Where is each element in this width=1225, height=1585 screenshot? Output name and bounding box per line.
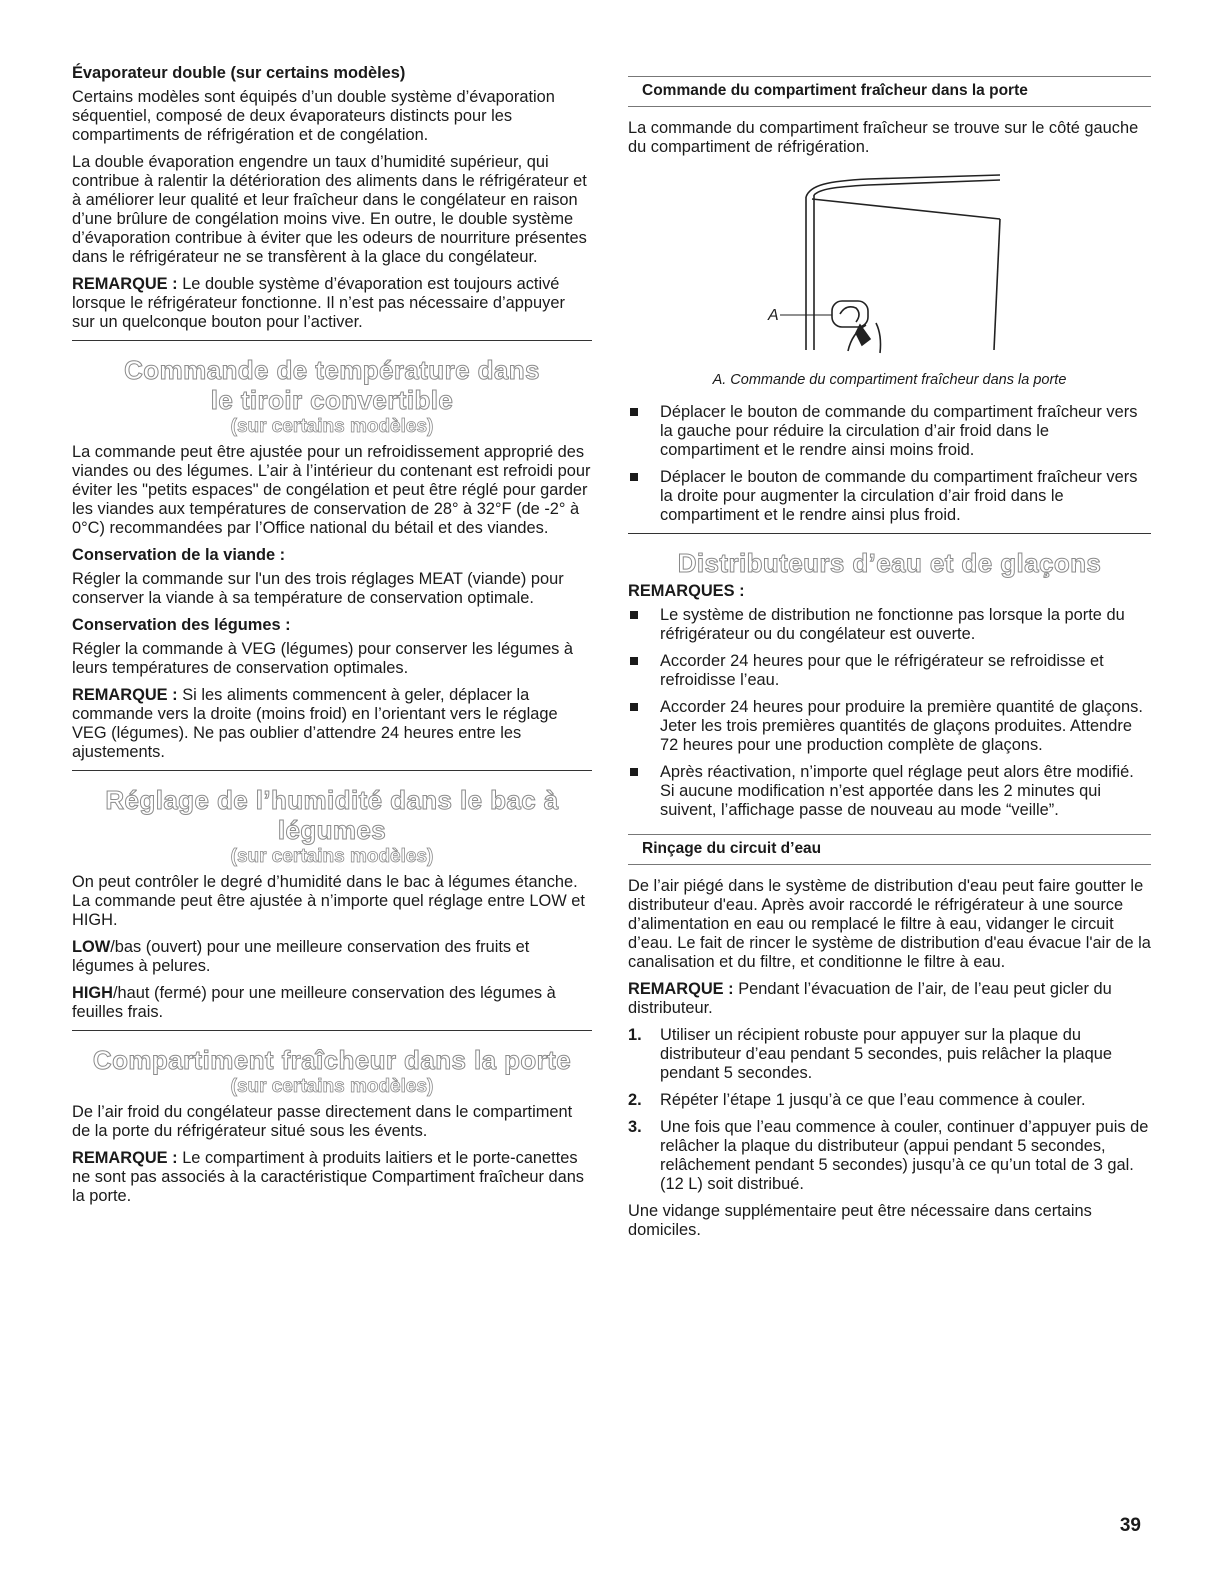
control-bullet-list (628, 403, 1151, 525)
note-label: REMARQUE : (72, 686, 178, 704)
section-title-line-2: légumes (277, 815, 387, 845)
door-compartment-paragraph: De l’air froid du congélateur passe directement dans le compartiment de la porte du réfrigérateur situé sous les évents. (72, 1103, 573, 1140)
additional-flush-paragraph: Une vidange supplémentaire peut être nécessaire dans certains domiciles. (628, 1202, 1092, 1239)
section-title: Compartiment fraîcheur dans la porte (92, 1045, 572, 1075)
list-item: Déplacer le bouton de commande du compartiment fraîcheur vers la droite pour augmenter la circulation d’air froid dans le compartiment et le rendre ainsi plus froid. (628, 468, 1151, 525)
remarques-heading: REMARQUES : (628, 582, 745, 600)
evaporator-heading: Évaporateur double (sur certains modèles) (72, 64, 406, 82)
note-text: Le compartiment à produits laitiers et le porte-canettes ne sont pas associés à la caractéristique Compartiment fraîcheur dans la porte. (72, 1149, 585, 1205)
remarques-list (628, 606, 1151, 820)
section-subtitle: (sur certains modèles) (230, 1076, 434, 1097)
box-heading: Commande du compartiment fraîcheur dans la porte (628, 76, 1151, 107)
rinse-paragraph: De l’air piégé dans le système de distribution d'eau peut faire goutter le distributeur d'eau. Après avoir raccordé le réfrigérateur à une source d’alimentation en eau ou remplacé le filtre à eau, vidanger le circuit d’eau. Le fait de rincer le système de distribution d'eau évacue l'air de la canalisation et du filtre, et conditionne le filtre à eau. (628, 877, 1151, 971)
low-setting-paragraph (72, 938, 592, 976)
list-item: Accorder 24 heures pour produire la première quantité de glaçons. Jeter les trois premières quantités de glaçons produites. Attendre 72 heures pour une production complète de glaçons. (628, 698, 1151, 755)
section-title-line-2: le tiroir convertible (210, 385, 454, 415)
step-number: 3. (628, 1118, 642, 1136)
section-subtitle: (sur certains modèles) (230, 416, 434, 437)
list-item: Accorder 24 heures pour que le réfrigérateur se refroidisse et refroidisse l’eau. (628, 652, 1151, 690)
section-subtitle: (sur certains modèles) (230, 846, 434, 867)
page-number: 39 (1119, 1515, 1141, 1536)
evaporator-paragraph-1: Certains modèles sont équipés d’un double système d’évaporation séquentiel, composé de deux évaporateurs distincts pour les compartiments de réfrigération et de congélation. (72, 88, 555, 144)
note-label: REMARQUE : (628, 980, 734, 998)
step-number: 2. (628, 1091, 642, 1109)
right-column (628, 76, 1151, 1248)
step-item: 1. Utiliser un récipient robuste pour appuyer sur la plaque du distributeur d’eau pendant 5 secondes, puis relâcher la plaque pendant 5 secondes. (628, 1026, 1112, 1082)
humidity-paragraph: On peut contrôler le degré d’humidité dans le bac à légumes étanche. La commande peut être ajustée à n’importe quel réglage entre LOW et HIGH. (72, 873, 585, 929)
step-item: 3. Une fois que l’eau commence à couler, continuer d’appuyer puis de relâcher la plaque du distributeur (appui pendant 5 secondes, relâchement pendant 5 secondes) jusqu’à ce qu’un total de 3 gal. (12 L) soit distribué. (628, 1118, 1149, 1193)
high-label: HIGH (72, 984, 113, 1002)
note-text: Si les aliments commencent à geler, déplacer la commande vers la droite (moins froid) en l’orientant vers le réglage VEG (légumes). Ne pas oublier d’attendre 24 heures entre les ajustements. (72, 686, 558, 761)
rinse-steps (628, 1026, 1151, 1194)
evaporator-paragraph-2: La double évaporation engendre un taux d’humidité supérieur, qui contribue à ralentir la détérioration des aliments dans le réfrigérateur et à améliorer leur qualité et leur fraîcheur dans le congélateur en raison d’une brûlure de congélation moins vive. En outre, le double système d’évaporation contribue à éviter que les odeurs de nourriture présentes dans le réfrigérateur ne se transfèrent à la glace du congélateur. (72, 153, 587, 266)
square-bullet-icon (630, 768, 638, 776)
note-label: REMARQUE : (72, 1149, 178, 1167)
section-title: Distributeurs d’eau et de glaçons (677, 548, 1102, 578)
list-item: Après réactivation, n’importe quel réglage peut alors être modifié. Si aucune modification n’est apportée dans les 2 minutes qui suivent, l’affichage passe de nouveau au mode “veille”. (628, 763, 1151, 820)
high-text: /haut (fermé) pour une meilleure conservation des légumes à feuilles frais. (72, 984, 556, 1021)
figure-label-a: A (768, 307, 779, 324)
convertible-drawer-note (72, 686, 592, 762)
step-item: 2. Répéter l’étape 1 jusqu’à ce que l’eau commence à couler. (628, 1091, 1086, 1109)
door-compartment-note (72, 1149, 592, 1206)
high-setting-paragraph (72, 984, 592, 1022)
note-text: Le double système d’évaporation est toujours activé lorsque le réfrigérateur fonctionne. Il n’est pas nécessaire d’appuyer sur un quelconque bouton pour l’activer. (72, 275, 565, 331)
low-text: /bas (ouvert) pour une meilleure conservation des fruits et légumes à pelures. (72, 938, 530, 975)
low-label: LOW (72, 938, 111, 956)
square-bullet-icon (630, 473, 638, 481)
vegetable-paragraph: Régler la commande à VEG (légumes) pour conserver les légumes à leurs températures de conservation optimales. (72, 640, 574, 677)
section-title-line-1: Réglage de l’humidité dans le bac à (105, 785, 559, 815)
meat-paragraph: Régler la commande sur l'un des trois réglages MEAT (viande) pour conserver la viande à sa température de conservation optimale. (72, 570, 564, 607)
note-text: Pendant l’évacuation de l’air, de l’eau peut gicler du distributeur. (628, 980, 1112, 1017)
rinse-note (628, 980, 1151, 1018)
square-bullet-icon (630, 657, 638, 665)
meat-heading: Conservation de la viande : (72, 546, 286, 564)
box-heading: Rinçage du circuit d’eau (628, 834, 1151, 865)
list-item: Déplacer le bouton de commande du compartiment fraîcheur vers la gauche pour réduire la circulation d’air froid dans le compartiment et le rendre ainsi moins froid. (628, 403, 1151, 460)
square-bullet-icon (630, 703, 638, 711)
control-location-paragraph: La commande du compartiment fraîcheur se trouve sur le côté gauche du compartiment de réfrigération. (628, 119, 1139, 156)
section-title-line-1: Commande de température dans (124, 355, 540, 385)
step-number: 1. (628, 1026, 642, 1044)
square-bullet-icon (630, 408, 638, 416)
list-item: Le système de distribution ne fonctionne pas lorsque la porte du réfrigérateur ou du congélateur est ouverte. (628, 606, 1151, 644)
square-bullet-icon (630, 611, 638, 619)
figure-caption: A. Commande du compartiment fraîcheur dans la porte (712, 372, 1067, 388)
refrigerator-compartment-illustration (628, 165, 1151, 365)
evaporator-note (72, 275, 592, 332)
left-column (72, 64, 592, 1214)
vegetable-heading: Conservation des légumes : (72, 616, 291, 634)
door-compartment-figure (628, 165, 1151, 365)
note-label: REMARQUE : (72, 275, 178, 293)
convertible-drawer-paragraph: La commande peut être ajustée pour un refroidissement approprié des viandes ou des légumes. L’air à l’intérieur du contenant est refroidi pour éviter les "petits espaces" de congélation et peut être réglé pour garder les viandes aux températures de conservation de 28° à 32°F (de -2° à 0°C) recommandées par l’Office national du bétail et des viandes. (72, 443, 591, 537)
